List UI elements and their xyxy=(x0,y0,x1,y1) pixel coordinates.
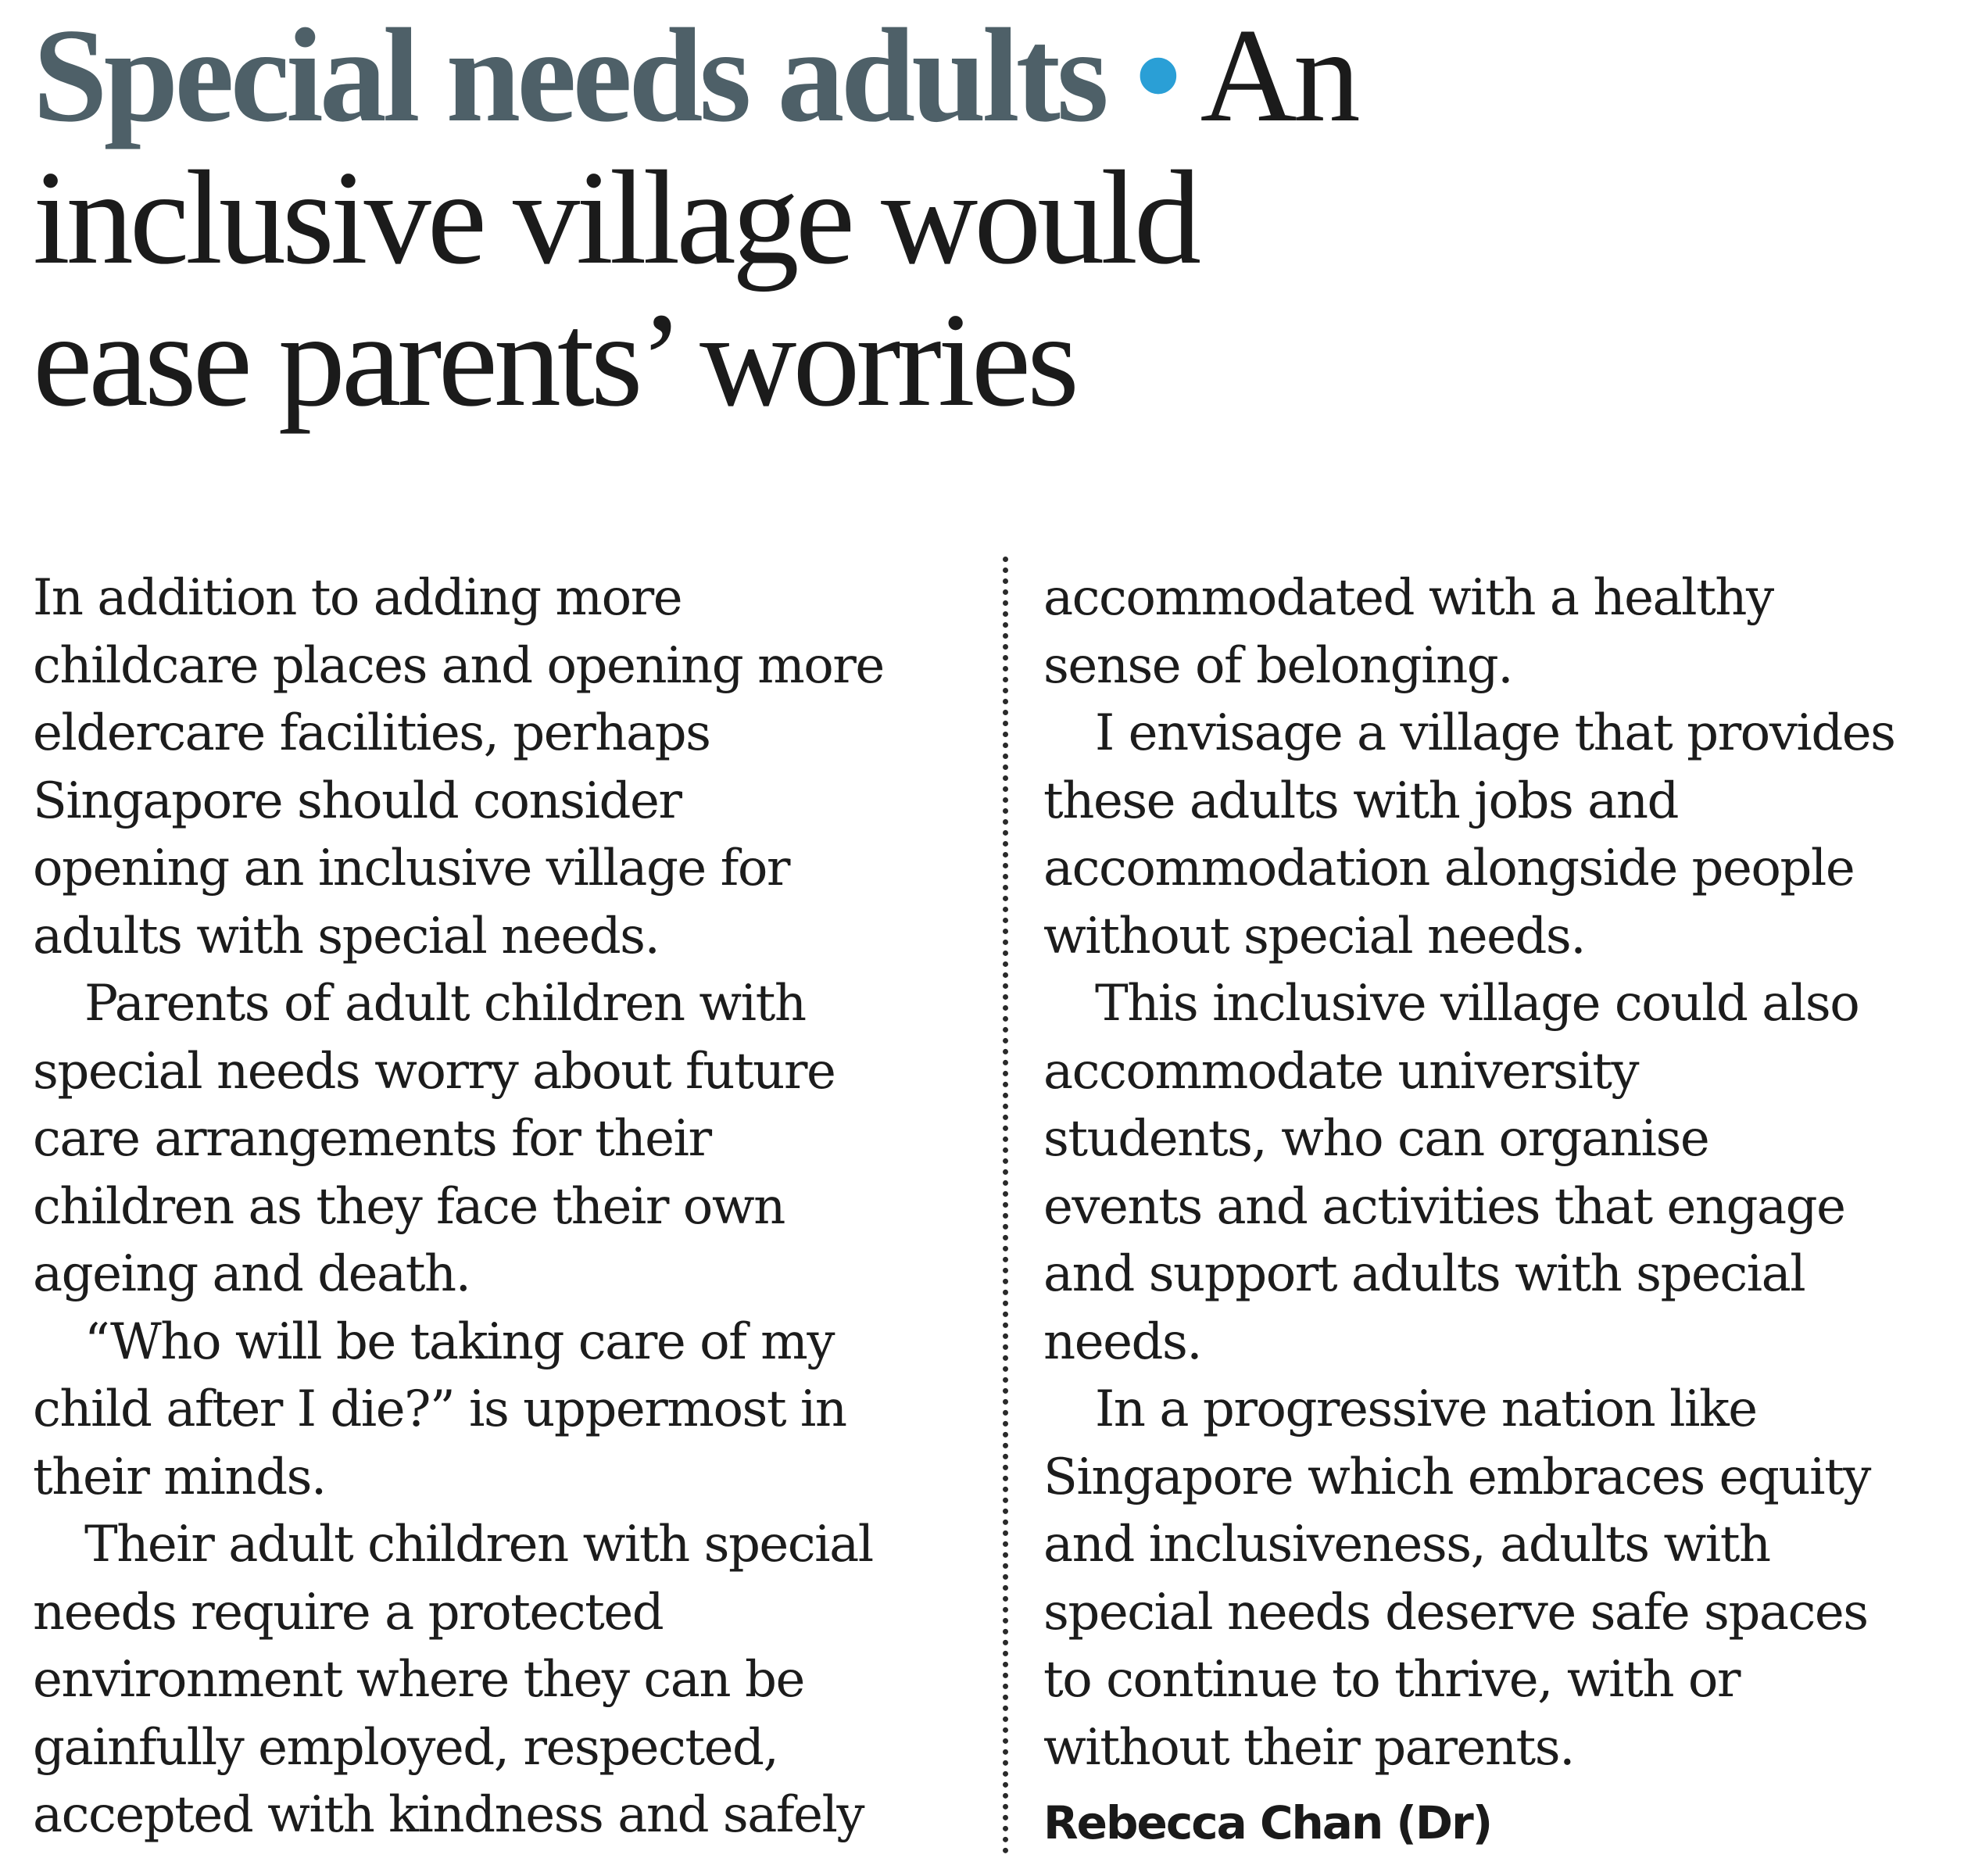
text-line: child after I die?” is uppermost in xyxy=(33,1380,846,1438)
text-line: care arrangements for their xyxy=(33,1110,711,1168)
text-line: “Who will be taking care of my xyxy=(84,1312,834,1371)
article-column-right xyxy=(1043,564,1973,1857)
text-line: In addition to adding more xyxy=(33,569,682,627)
headline-line-3: ease parents’ worries xyxy=(33,286,1075,435)
text-line: children as they face their own xyxy=(33,1177,785,1236)
text-line: accommodate university xyxy=(1043,1042,1639,1101)
text-line: Singapore which embraces equity xyxy=(1043,1448,1870,1506)
paragraph xyxy=(1043,700,1973,970)
paragraph xyxy=(33,1309,971,1512)
text-line: their minds. xyxy=(33,1448,326,1506)
text-line: I envisage a village that provides xyxy=(1095,704,1895,762)
headline-kicker: Special needs adults xyxy=(33,2,1105,150)
text-line: Their adult children with special xyxy=(84,1516,873,1573)
text-line: Singapore should consider xyxy=(33,772,682,830)
text-line: Parents of adult children with xyxy=(84,975,806,1033)
text-line: ageing and death. xyxy=(33,1245,470,1303)
text-line: In a progressive nation like xyxy=(1095,1380,1757,1438)
headline xyxy=(33,2,1596,435)
paragraph xyxy=(33,970,971,1309)
text-line: special needs worry about future xyxy=(33,1042,835,1101)
bullet-separator-icon: • xyxy=(1134,2,1179,150)
headline-line-2: inclusive village would xyxy=(33,144,1198,292)
paragraph xyxy=(33,1511,971,1849)
text-line: without their parents. xyxy=(1043,1718,1574,1777)
text-line: to continue to thrive, with or xyxy=(1043,1651,1740,1709)
text-line: opening an inclusive village for xyxy=(33,840,789,897)
text-line: students, who can organise xyxy=(1043,1110,1709,1168)
text-line: accommodation alongside people xyxy=(1043,840,1855,897)
text-line: and inclusiveness, adults with xyxy=(1043,1516,1770,1573)
article-column-left xyxy=(33,564,971,1849)
text-line: accommodated with a healthy xyxy=(1043,569,1773,627)
text-line: special needs deserve safe spaces xyxy=(1043,1583,1868,1642)
text-line: This inclusive village could also xyxy=(1095,975,1859,1033)
text-line: sense of belonging. xyxy=(1043,636,1513,695)
text-line: needs require a protected xyxy=(33,1583,664,1642)
paragraph xyxy=(33,564,971,970)
text-line: events and activities that engage xyxy=(1043,1177,1845,1236)
column-divider xyxy=(1003,557,1008,1854)
text-line: environment where they can be xyxy=(33,1651,804,1709)
text-line: childcare places and opening more xyxy=(33,636,884,695)
text-line: eldercare facilities, perhaps xyxy=(33,704,710,762)
text-line: gainfully employed, respected, xyxy=(33,1718,778,1777)
text-line: accepted with kindness and safely xyxy=(33,1786,864,1844)
text-line: adults with special needs. xyxy=(33,907,660,965)
text-line: these adults with jobs and xyxy=(1043,772,1678,830)
paragraph xyxy=(1043,970,1973,1376)
headline-line-1-rest: An xyxy=(1200,2,1357,150)
text-line: needs. xyxy=(1043,1312,1202,1371)
paragraph xyxy=(1043,564,1973,700)
text-line: without special needs. xyxy=(1043,907,1586,965)
text-line: and support adults with special xyxy=(1043,1245,1805,1303)
paragraph xyxy=(1043,1376,1973,1781)
author-byline: Rebecca Chan (Dr) xyxy=(1043,1796,1492,1849)
